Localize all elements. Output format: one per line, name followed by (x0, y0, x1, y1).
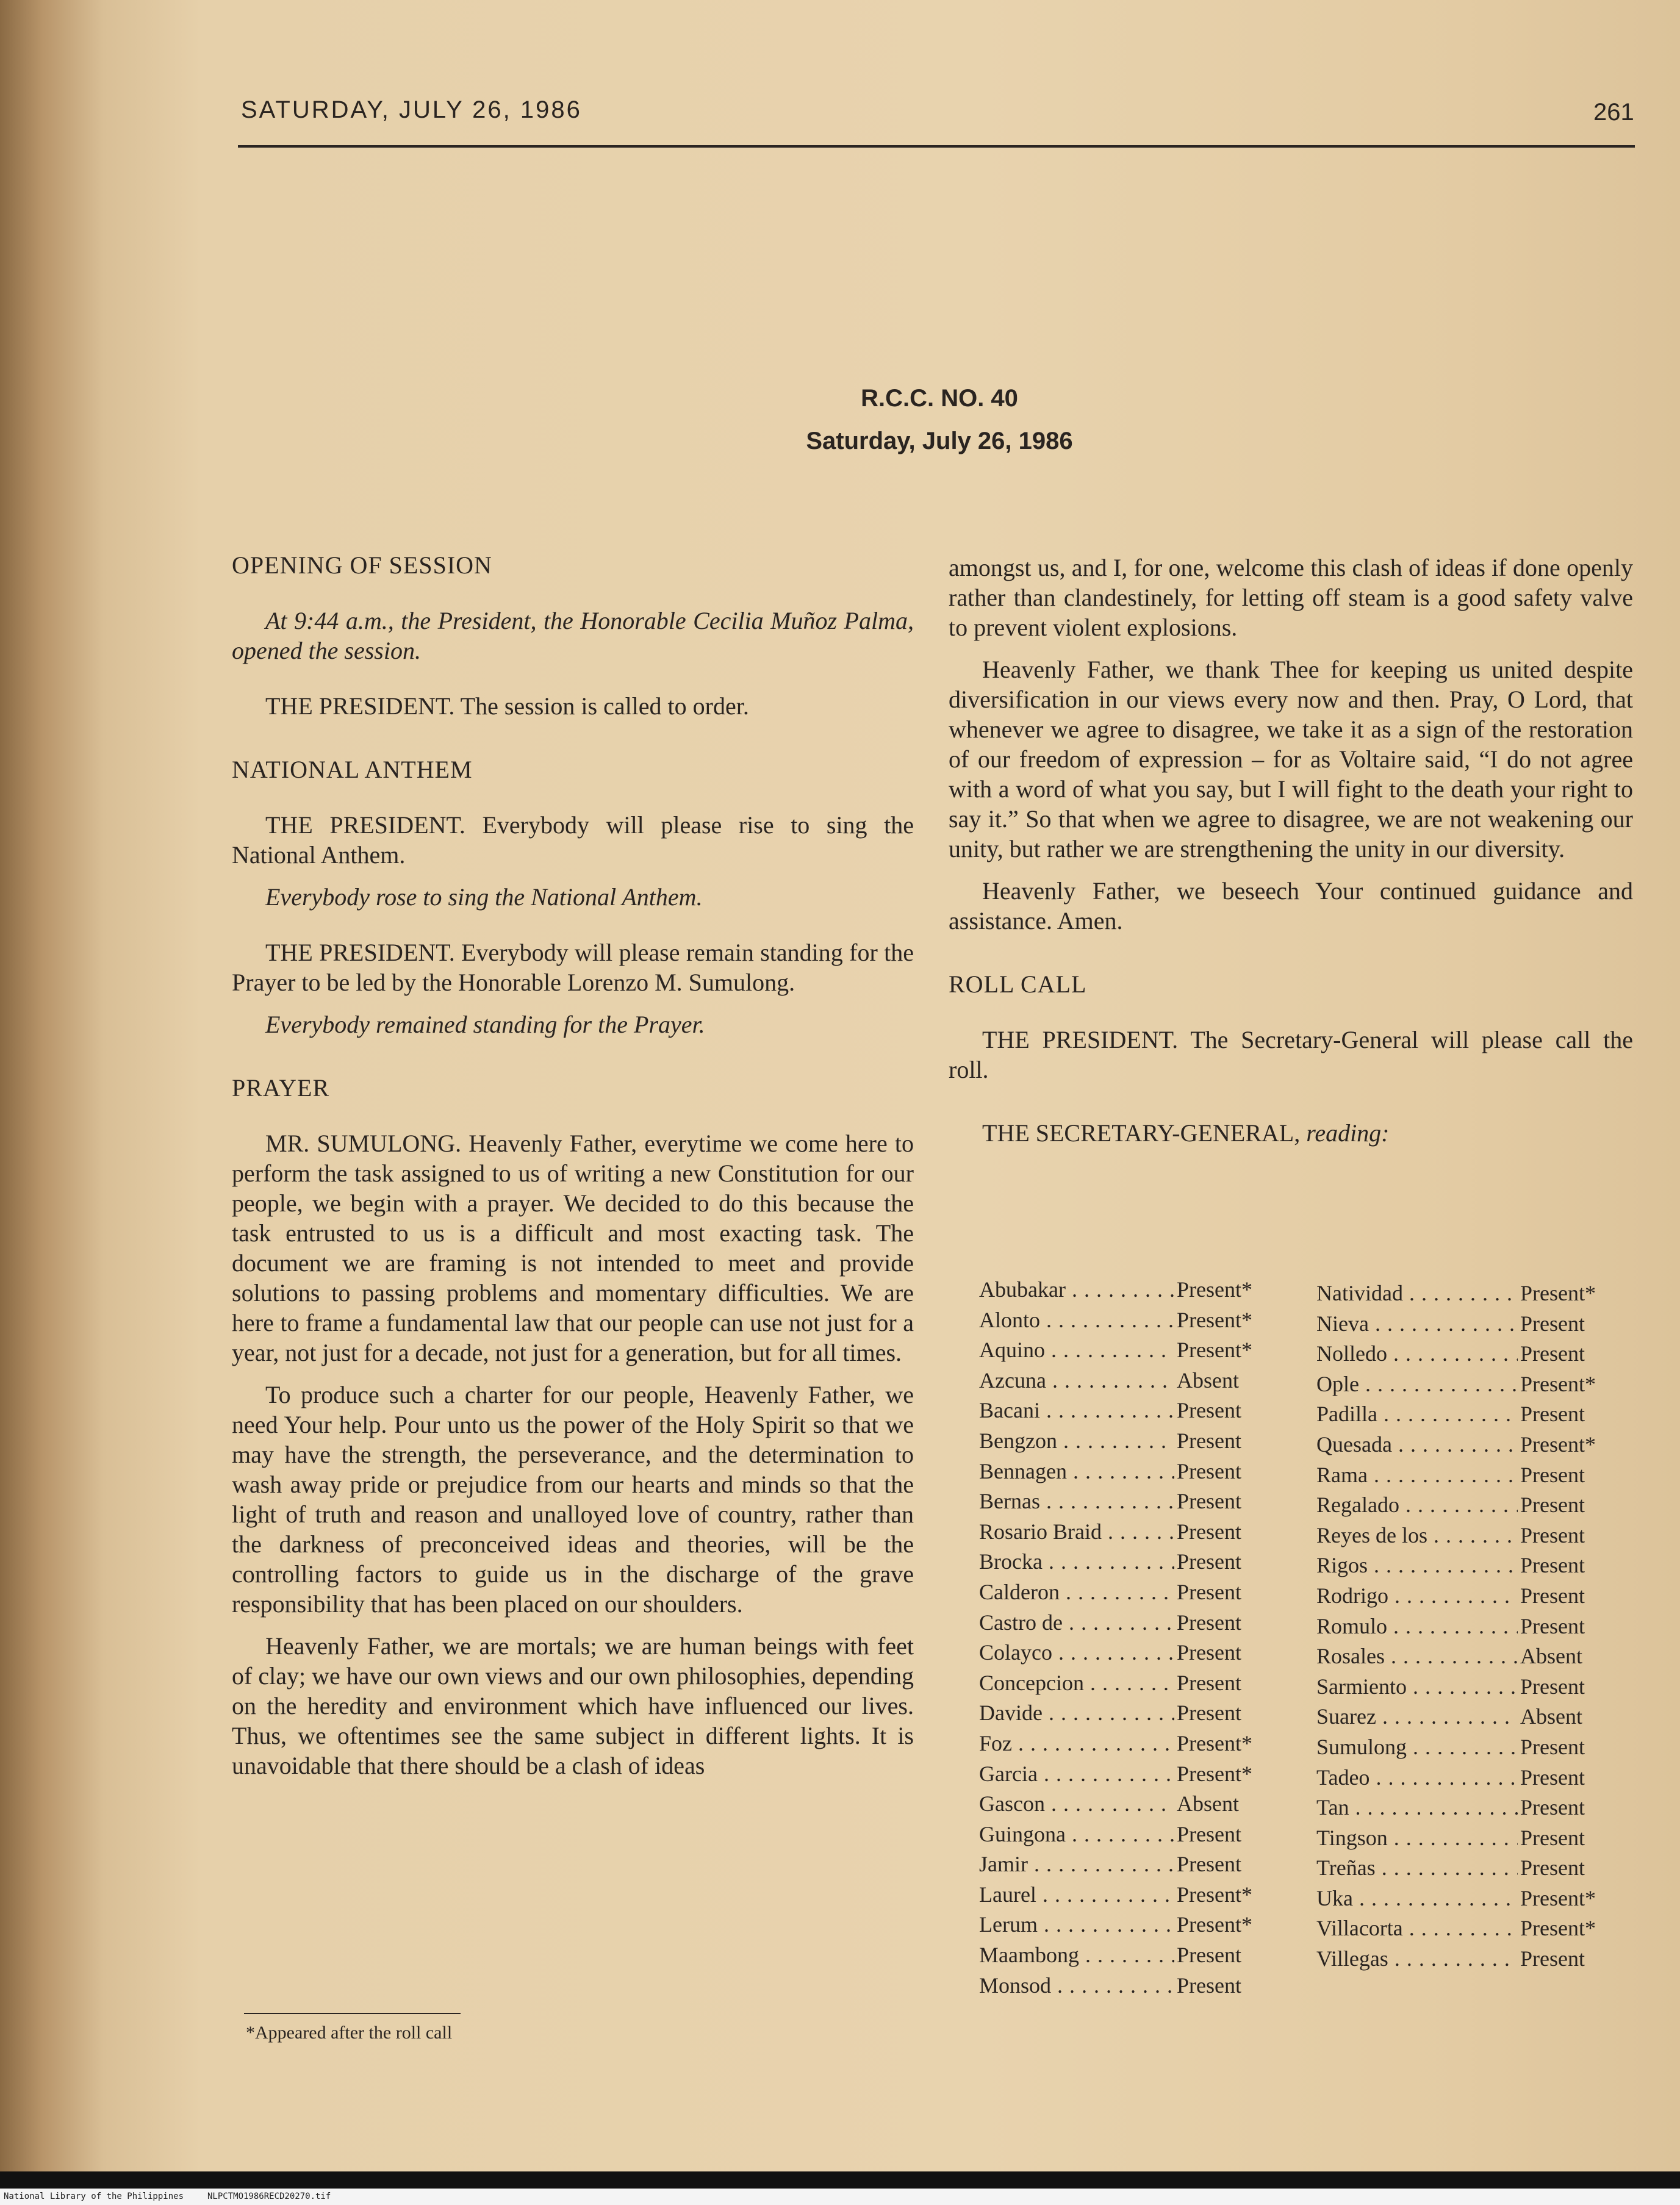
attendance-status: Present (1177, 1428, 1241, 1453)
anthem-heading: NATIONAL ANTHEM (232, 756, 473, 783)
attendance-status: Present* (1177, 1912, 1252, 1937)
attendance-status: Present (1520, 1946, 1585, 1971)
prayer-paragraph: To produce such a charter for our people, Heavenly Father, we need Your help. Pour unto us the power of the Holy Spirit so that we may have the strength, the perseverance, and the determination to wash away pride or prejudice from our hearts and minds so that the light of truth and reason and unalloyed love of country, rather than the darkness of preconceived ideas and theories, will be the controlling factors to guide us in the discharge of the grave responsibility that has been placed on our shoulders. (232, 1381, 914, 1618)
roll-call-row (1316, 1521, 1621, 1551)
anthem-call: THE PRESIDENT. Everybody will please rise to sing the National Anthem. (232, 811, 914, 869)
prayer-paragraph: Heavenly Father, we beseech Your continued guidance and assistance. Amen. (949, 877, 1633, 934)
session-date: Saturday, July 26, 1986 (806, 428, 1073, 454)
roll-call-row (1316, 1702, 1621, 1732)
member-name: Calderon . . . (979, 1577, 1174, 1608)
member-name: Rosales . . . (1316, 1641, 1518, 1672)
roll-call-row (979, 1608, 1254, 1638)
attendance-status: Present (1177, 1549, 1241, 1574)
member-name: Treñas . . . (1316, 1853, 1518, 1884)
attendance-status: Present (1177, 1579, 1241, 1604)
scan-filename: NLPCTMO1986RECD20270.tif (207, 2192, 331, 2201)
member-name: Reyes de los . . . (1316, 1521, 1518, 1551)
attendance-status: Present (1520, 1462, 1585, 1487)
roll-call-heading: ROLL CALL (949, 970, 1087, 998)
attendance-status: Present* (1177, 1761, 1252, 1786)
member-name: Bernas . . . (979, 1486, 1174, 1517)
member-name: Guingona . . . (979, 1820, 1174, 1850)
member-name: Sarmiento . . . (1316, 1672, 1518, 1702)
roll-call-row (979, 1789, 1254, 1820)
roll-call-row (979, 1820, 1254, 1850)
attendance-status: Present* (1520, 1371, 1596, 1396)
attendance-status: Present (1177, 1489, 1241, 1514)
page-number: 261 (1593, 99, 1634, 126)
running-header-date: SATURDAY, JULY 26, 1986 (241, 96, 582, 123)
attendance-status: Present (1520, 1855, 1585, 1881)
roll-call-row (979, 1880, 1254, 1910)
attendance-status: Present* (1177, 1338, 1252, 1363)
attendance-status: Present* (1520, 1916, 1596, 1941)
member-name: Foz . . . (979, 1729, 1174, 1759)
attendance-status: Present (1177, 1943, 1241, 1968)
member-name: Rodrigo . . . (1316, 1581, 1518, 1612)
member-name: Tadeo . . . (1316, 1763, 1518, 1793)
roll-call-row (1316, 1672, 1621, 1702)
prayer-call: THE PRESIDENT. Everybody will please remain standing for the Prayer to be led by the Honorable Lorenzo M. Sumulong. (232, 939, 914, 996)
roll-call-row (979, 1486, 1254, 1517)
attendance-status: Present (1520, 1734, 1585, 1759)
attendance-status: Present (1520, 1795, 1585, 1820)
roll-call-row (979, 1457, 1254, 1487)
roll-call-row (1316, 1309, 1621, 1339)
member-name: Nieva . . . (1316, 1309, 1518, 1339)
roll-call-row (1316, 1763, 1621, 1793)
attendance-status: Present (1520, 1311, 1585, 1336)
roll-call-row (979, 1971, 1254, 2001)
roll-call-row (979, 1849, 1254, 1880)
member-name: Quesada . . . (1316, 1430, 1518, 1460)
member-name: Regalado . . . (1316, 1490, 1518, 1521)
prayer-heading: PRAYER (232, 1074, 330, 1102)
member-name: Padilla . . . (1316, 1399, 1518, 1430)
roll-call-row (1316, 1369, 1621, 1400)
roll-call-list-left (979, 1275, 1254, 2001)
attendance-status: Present* (1520, 1432, 1596, 1457)
member-name: Uka . . . (1316, 1884, 1518, 1914)
member-name: Bennagen . . . (979, 1457, 1174, 1487)
attendance-status: Present (1177, 1670, 1241, 1695)
header-rule (238, 145, 1635, 148)
roll-call-row (979, 1577, 1254, 1608)
attendance-status: Present (1177, 1458, 1241, 1483)
prayer-paragraph: amongst us, and I, for one, welcome this clash of ideas if done openly rather than clandestinely, for letting off steam is a good safety valve to prevent violent explosions. (949, 554, 1633, 641)
member-name: Concepcion . . . (979, 1668, 1174, 1699)
prayer-paragraph: Heavenly Father, we thank Thee for keeping us united despite diversification in our views every now and then. Pray, O Lord, that whenever we agree to disagree, we take it as a sign of the restoration of our freedom of expression – for as Voltaire said, “I do not agree with a word of what you say, but I will fight to the death your right to say it.” So that when we agree to disagree, we are not weakening our unity, but rather we are strengthening the unity in our diversity. (949, 656, 1633, 862)
session-number: R.C.C. NO. 40 (861, 385, 1018, 412)
roll-call-row (979, 1668, 1254, 1699)
opening-note: At 9:44 a.m., the President, the Honorable Cecilia Muñoz Palma, opened the session. (232, 607, 914, 664)
roll-call-row (1316, 1278, 1621, 1309)
member-name: Tingson . . . (1316, 1823, 1518, 1854)
attendance-status: Present (1520, 1825, 1585, 1850)
prayer-paragraph: Heavenly Father, we are mortals; we are human beings with feet of clay; we have our own views and our own philosophies, depending on the heredity and environment which have influenced our lives. Thus, we oftentimes see the same subject in different lights. It is unavoidable that there should be a clash of ideas (232, 1632, 914, 1779)
attendance-status: Present (1520, 1402, 1585, 1427)
attendance-status: Absent (1520, 1644, 1582, 1669)
attendance-status: Absent (1177, 1791, 1239, 1816)
member-name: Sumulong . . . (1316, 1732, 1518, 1763)
roll-call-row (1316, 1490, 1621, 1521)
member-name: Laurel . . . (979, 1880, 1174, 1910)
roll-call-row (979, 1396, 1254, 1426)
attendance-status: Present (1177, 1973, 1241, 1998)
roll-call-row (979, 1910, 1254, 1940)
member-name: Ople . . . (1316, 1369, 1518, 1400)
prayer-paragraph: MR. SUMULONG. Heavenly Father, everytime we come here to perform the task assigned to us of writing a new Constitution for our people, we begin with a prayer. We decided to do this because the task entrusted to us is a difficult and most exacting task. The document we are framing is not intended to meet and provide solutions to passing problems and momentary difficulties. We are here to frame a fundamental law that our people can use not just for a year, not just for a decade, not just for a generation, but for all times. (232, 1130, 914, 1366)
member-name: Bacani . . . (979, 1396, 1174, 1426)
roll-call-row (1316, 1430, 1621, 1460)
member-name: Villegas . . . (1316, 1944, 1518, 1974)
member-name: Garcia . . . (979, 1759, 1174, 1790)
attendance-status: Present (1520, 1583, 1585, 1608)
attendance-status: Present* (1177, 1307, 1252, 1332)
roll-call-row (979, 1698, 1254, 1729)
secretary-general-reading (949, 1118, 1633, 1148)
attendance-status: Present* (1177, 1882, 1252, 1907)
roll-call-row (979, 1275, 1254, 1305)
left-column (232, 550, 914, 1780)
attendance-status: Present (1177, 1821, 1241, 1846)
attendance-status: Present (1177, 1640, 1241, 1665)
roll-call-row (1316, 1399, 1621, 1430)
member-name: Monsod . . . (979, 1971, 1174, 2001)
member-name: Rama . . . (1316, 1460, 1518, 1491)
member-name: Castro de . . . (979, 1608, 1174, 1638)
roll-call-row (1316, 1853, 1621, 1884)
footnote-rule (244, 2013, 461, 2014)
attendance-status: Present (1177, 1398, 1241, 1423)
roll-call-row (979, 1366, 1254, 1396)
attendance-status: Present (1520, 1493, 1585, 1518)
attendance-status: Present* (1520, 1281, 1596, 1305)
scan-library: National Library of the Philippines (4, 2192, 184, 2201)
roll-call-row (1316, 1732, 1621, 1763)
roll-call-row (1316, 1823, 1621, 1854)
roll-call-row (979, 1547, 1254, 1577)
member-name: Colayco . . . (979, 1638, 1174, 1668)
reading-label: reading: (1306, 1119, 1390, 1147)
attendance-status: Present (1520, 1765, 1585, 1790)
member-name: Rigos . . . (1316, 1551, 1518, 1581)
member-name: Tan . . . (1316, 1793, 1518, 1823)
president-call-order: THE PRESIDENT. The session is called to order. (265, 692, 749, 720)
right-column (949, 553, 1633, 1148)
roll-call-row (1316, 1460, 1621, 1491)
member-name: Azcuna . . . (979, 1366, 1174, 1396)
member-name: Villacorta . . . (1316, 1913, 1518, 1944)
member-name: Bengzon . . . (979, 1426, 1174, 1457)
roll-call-row (979, 1335, 1254, 1366)
roll-call-request: THE PRESIDENT. The Secretary-General will please call the roll. (949, 1026, 1633, 1083)
member-name: Davide . . . (979, 1698, 1174, 1729)
footnote: *Appeared after the roll call (246, 2023, 453, 2043)
roll-call-row (1316, 1339, 1621, 1369)
roll-call-row (979, 1729, 1254, 1759)
member-name: Romulo . . . (1316, 1612, 1518, 1642)
prayer-note: Everybody remained standing for the Prayer. (265, 1011, 705, 1038)
member-name: Alonto . . . (979, 1305, 1174, 1336)
roll-call-row (1316, 1793, 1621, 1823)
attendance-status: Absent (1177, 1368, 1239, 1393)
roll-call-row (1316, 1913, 1621, 1944)
roll-call-row (1316, 1884, 1621, 1914)
attendance-status: Present (1520, 1674, 1585, 1699)
attendance-status: Present* (1177, 1277, 1252, 1302)
anthem-note: Everybody rose to sing the National Anthem. (265, 883, 703, 911)
roll-call-row (979, 1305, 1254, 1336)
member-name: Jamir . . . (979, 1849, 1174, 1880)
attendance-status: Present (1177, 1852, 1241, 1877)
attendance-status: Present (1520, 1553, 1585, 1578)
session-title (671, 377, 1208, 462)
member-name: Abubakar . . . (979, 1275, 1174, 1305)
attendance-status: Absent (1520, 1704, 1582, 1729)
roll-call-row (979, 1426, 1254, 1457)
attendance-status: Present* (1177, 1730, 1252, 1755)
roll-call-row (979, 1759, 1254, 1790)
attendance-status: Present (1177, 1519, 1241, 1544)
roll-call-row (979, 1940, 1254, 1971)
roll-call-row (1316, 1641, 1621, 1672)
attendance-status: Present (1177, 1610, 1241, 1635)
roll-call-row (979, 1517, 1254, 1547)
attendance-status: Present (1520, 1613, 1585, 1638)
member-name: Natividad . . . (1316, 1278, 1518, 1309)
member-name: Gascon . . . (979, 1789, 1174, 1820)
roll-call-row (1316, 1551, 1621, 1581)
roll-call-row (1316, 1612, 1621, 1642)
attendance-status: Present* (1520, 1885, 1596, 1910)
roll-call-row (979, 1638, 1254, 1668)
member-name: Brocka . . . (979, 1547, 1174, 1577)
secretary-general-label: THE SECRETARY-GENERAL, (982, 1119, 1301, 1147)
member-name: Maambong . . . (979, 1940, 1174, 1971)
roll-call-row (1316, 1944, 1621, 1974)
attendance-status: Present (1520, 1522, 1585, 1547)
member-name: Suarez . . . (1316, 1702, 1518, 1732)
roll-call-list-right (1316, 1278, 1621, 1974)
member-name: Aquino . . . (979, 1335, 1174, 1366)
attendance-status: Present (1520, 1341, 1585, 1366)
roll-call-row (1316, 1581, 1621, 1612)
member-name: Lerum . . . (979, 1910, 1174, 1940)
attendance-status: Present (1177, 1701, 1241, 1726)
scan-footer (0, 2189, 1680, 2205)
opening-heading: OPENING OF SESSION (232, 551, 492, 579)
member-name: Nolledo . . . (1316, 1339, 1518, 1369)
member-name: Rosario Braid . . . (979, 1517, 1174, 1547)
